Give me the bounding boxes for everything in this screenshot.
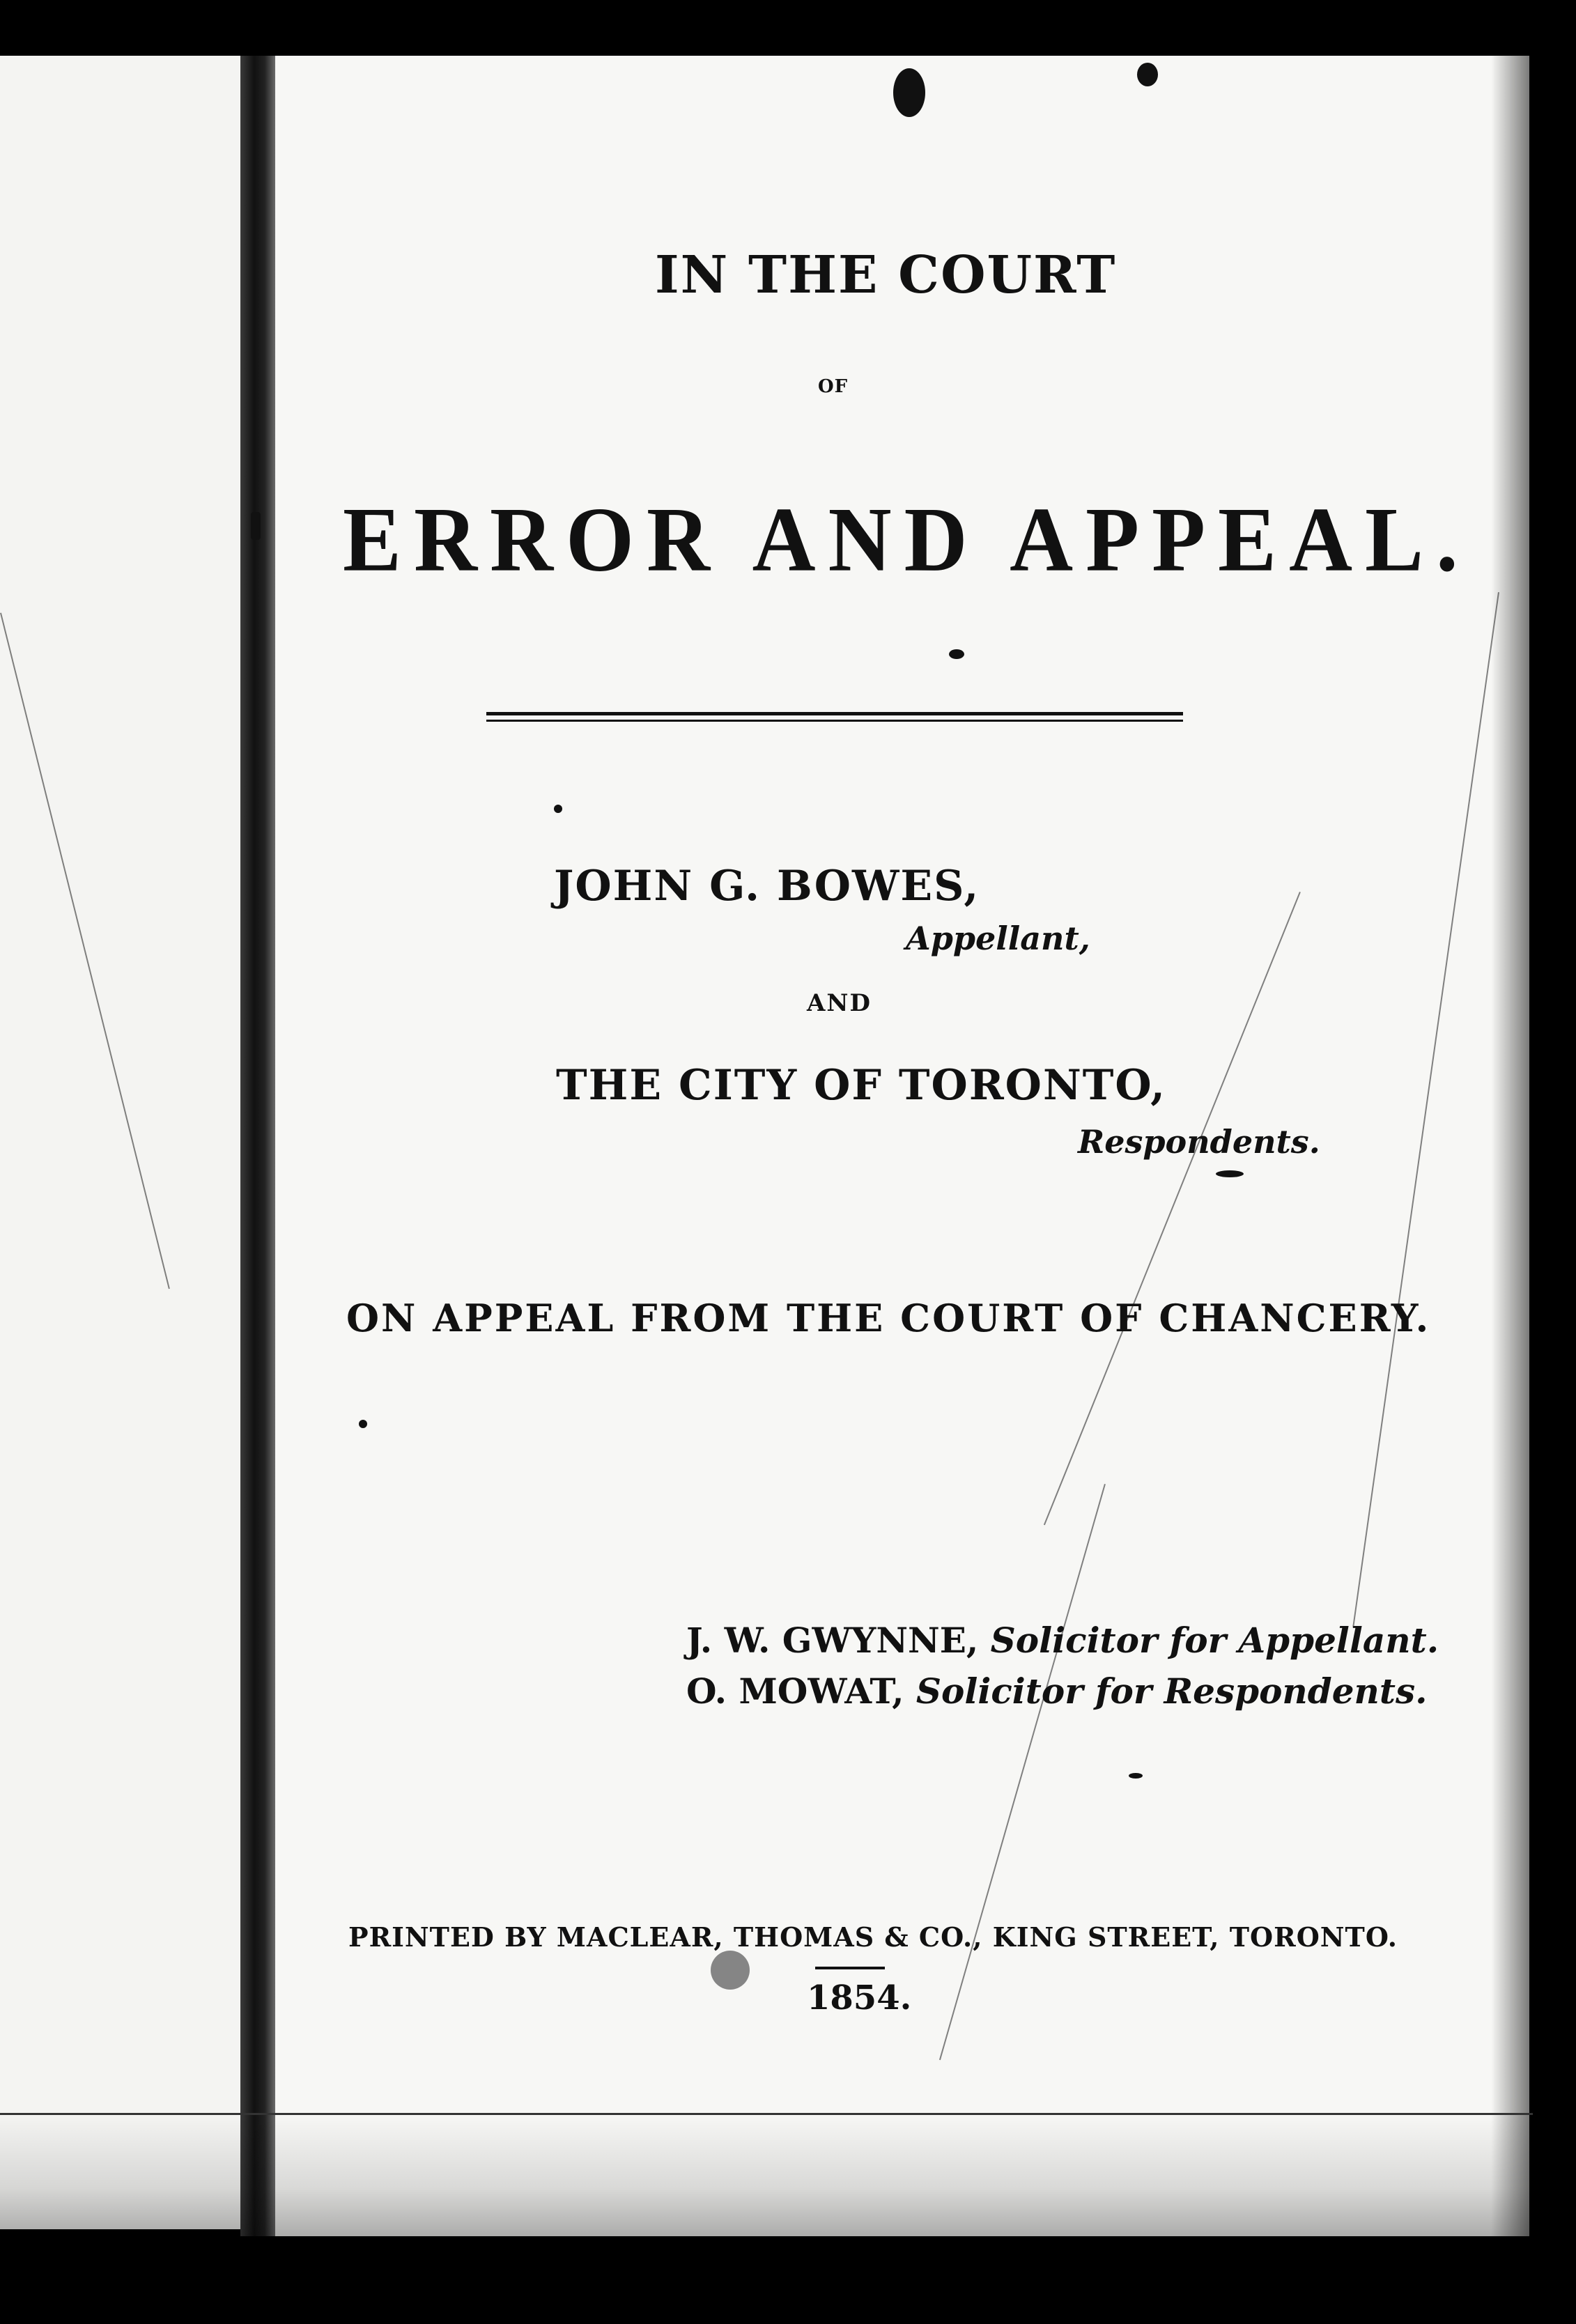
ink-blot	[893, 68, 925, 117]
court-heading: IN THE COURT	[655, 245, 1117, 305]
ink-speck	[1129, 1773, 1143, 1779]
solicitor-role: Solicitor for Appellant.	[990, 1620, 1439, 1661]
solicitor-name: O. MOWAT,	[686, 1671, 904, 1712]
ink-blot	[1137, 63, 1158, 86]
book-gutter	[240, 56, 275, 2236]
publication-year: 1854.	[807, 1978, 912, 2017]
solicitor-appellant	[686, 1620, 1439, 1661]
court-of-label: OF	[818, 376, 849, 397]
solicitor-role: Solicitor for Respondents.	[916, 1671, 1428, 1712]
solicitor-name: J. W. GWYNNE,	[686, 1620, 979, 1661]
solicitor-respondents	[686, 1671, 1428, 1712]
appeal-line: ON APPEAL FROM THE COURT OF CHANCERY.	[346, 1296, 1431, 1340]
smudge	[711, 1951, 750, 1990]
ink-speck	[949, 649, 964, 659]
facing-page-edge	[0, 56, 240, 2229]
scan-line	[0, 2113, 1533, 2115]
main-title: ERROR AND APPEAL.	[343, 489, 1471, 591]
double-rule	[486, 712, 1183, 722]
ink-speck	[251, 512, 261, 540]
ink-speck	[554, 805, 562, 813]
respondent-role: Respondents.	[1078, 1123, 1320, 1161]
appellant-name: JOHN G. BOWES,	[554, 862, 980, 911]
printer-imprint: PRINTED BY MACLEAR, THOMAS & CO., KING STREET, TORONTO.	[348, 1921, 1398, 1953]
ink-speck	[359, 1420, 367, 1428]
bottom-shadow	[0, 2114, 1533, 2236]
year-rule	[815, 1967, 885, 1969]
ink-speck	[1216, 1170, 1244, 1177]
respondent-name: THE CITY OF TORONTO,	[556, 1061, 1167, 1110]
title-page	[275, 56, 1529, 2236]
conjunction-and: AND	[807, 989, 872, 1017]
appellant-role: Appellant,	[906, 920, 1090, 957]
page-edge-shadow	[1491, 56, 1533, 2236]
